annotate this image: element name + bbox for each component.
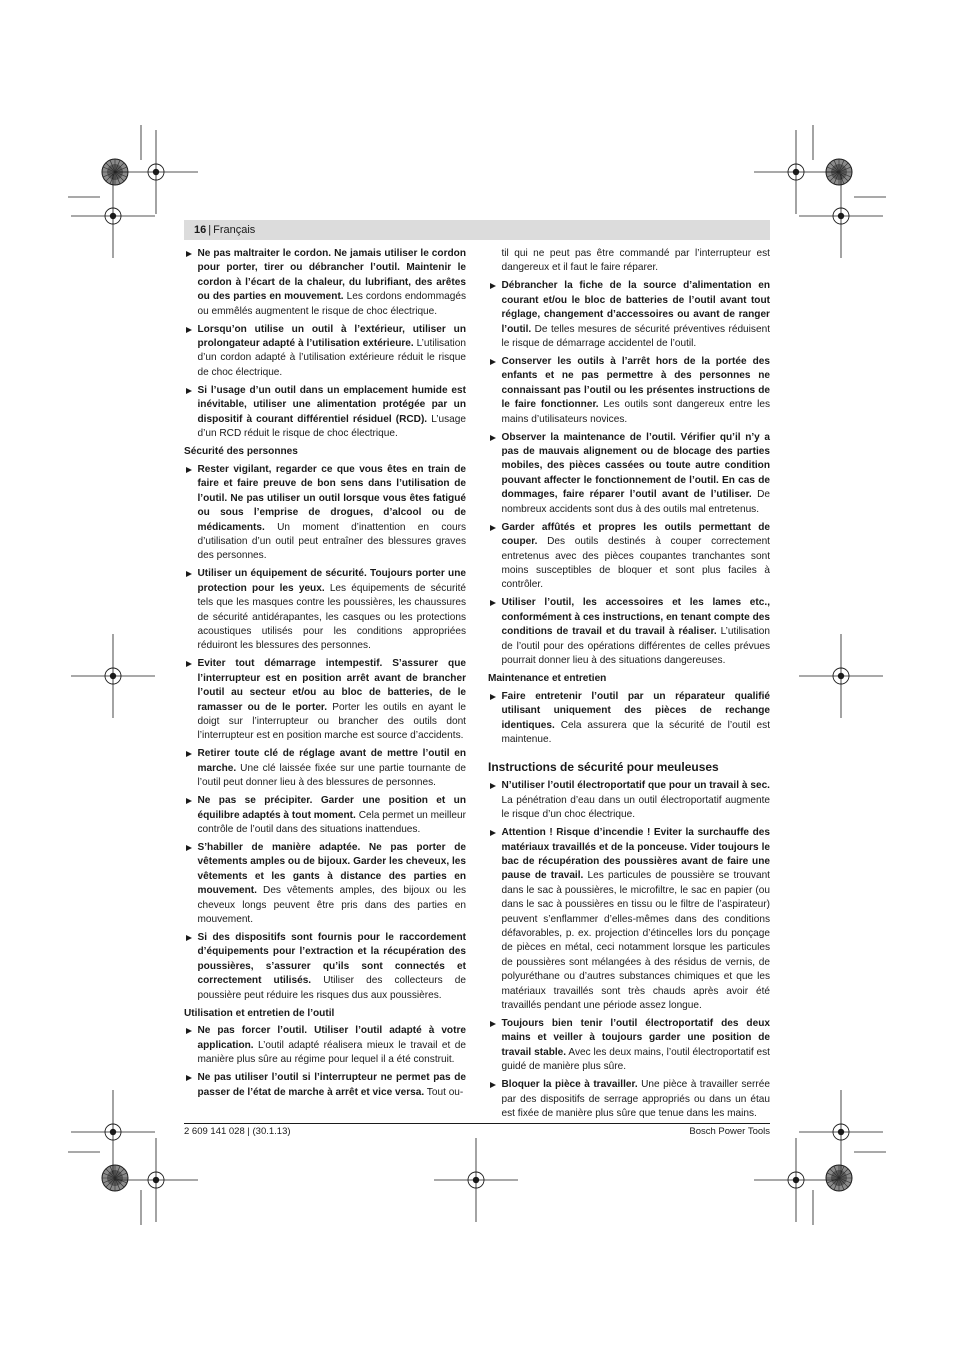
list-item: Garder affûtés et propres les outils permettant de couper. Des outils destinés à couper correctement entretenus avec des pièces coupantes tranchantes sont moins susceptibles de bloquer et sont plus faciles à contrôler. — [488, 521, 770, 593]
list-item: Débrancher la fiche de la source d’alimentation en courant et/ou le bloc de batteries de l’outil avant tout réglage, changement d’accessoires ou avant de ranger l’outil. De telles mesures de sécurité préventives réduisent le risque de démarrage accidentel de l’outil. — [488, 279, 770, 351]
list-item: Utiliser un équipement de sécurité. Toujours porter une protection pour les yeux. Les équipements de sécurité tels que les masques contre les poussières, les chaussures de sécurité antidérapantes, les casques ou les protections acoustiques utilisés pour les conditions appropriées réduiront les blessures des personnes. — [184, 567, 466, 653]
list-item: Rester vigilant, regarder ce que vous êtes en train de faire et faire preuve de bon sens dans l’utilisation de l’outil. Ne pas utiliser un outil lorsque vous êtes fatigué ou sous l’emprise de drogues, d’alcool ou de médicaments. Un moment d’inattention en cours d’utilisation d’un outil peut entraîner des blessures graves des personnes. — [184, 463, 466, 564]
list-item: Si des dispositifs sont fournis pour le raccordement d’équipements pour l’extraction et la récupération des poussières, s’assurer qu’ils sont connectés et correctement utilisés. Utiliser des collecteurs de poussière peut réduire les risques dus aux poussières. — [184, 931, 466, 1003]
footer-rule — [184, 1123, 770, 1124]
list-item: Utiliser l’outil, les accessoires et les lames etc., conformément à ces instructions, en tenant compte des conditions de travail et du travail à réaliser. L’utilisation de l’outil pour des opérations différentes de celles prévues pourrait donner lieu à des situations dangereuses. — [488, 596, 770, 668]
list-item: Ne pas utiliser l’outil si l’interrupteur ne permet pas de passer de l’état de marche à arrêt et vice versa. Tout ou- — [184, 1071, 466, 1100]
bullet-triangle-icon — [490, 1021, 496, 1027]
list-item: Eviter tout démarrage intempestif. S’assurer que l’interrupteur est en position arrêt avant de brancher l’outil au secteur et/ou au bloc de batteries, de le ramasser ou de le porter. Porter les outils en ayant le doigt sur l’interrupteur ou brancher des outils dont l’interrupteur est en position marche est source d’accidents. — [184, 657, 466, 743]
bullet-triangle-icon — [490, 783, 496, 789]
page-number: 16 — [194, 224, 207, 236]
bullet-triangle-icon — [186, 935, 192, 941]
bullet-triangle-icon — [186, 798, 192, 804]
bullet-triangle-icon — [490, 435, 496, 441]
left-column — [184, 247, 466, 1104]
bullet-triangle-icon — [186, 661, 192, 667]
list-item: Ne pas maltraiter le cordon. Ne jamais utiliser le cordon pour porter, tirer ou débrancher l’outil. Maintenir le cordon à l’écart de la chaleur, du lubrifiant, des arêtes ou des parties en mouvement. Les cordons endommagés ou emmêlés augmentent le risque de choc électrique. — [184, 247, 466, 319]
footer-doc-number: 2 609 141 028 | (30.1.13) — [184, 1126, 291, 1137]
list-item: S’habiller de manière adaptée. Ne pas porter de vêtements amples ou de bijoux. Garder les cheveux, les vêtements et les gants à distance des parties en mouvement. Des vêtements amples, des bijoux ou les cheveux longs peuvent être pris dans des parties en mouvement. — [184, 841, 466, 927]
list-item: Attention ! Risque d’incendie ! Eviter la surchauffe des matériaux travaillés et de la ponceuse. Vider toujours le bac de récupération des poussières avant de faire une pause de travail. Les particules de poussière se trouvant dans le sac à poussières, le microfiltre, le sac en papier (ou dans le sac à poussières en tissu ou le filtre de l’aspirateur) peuvent s’enflammer d’elles-mêmes dans des conditions défavorables, p. ex. projection d’étincelles lors du ponçage de pièces en métal, ceci notamment lorsque les particules de poussières sont mélangées à des résidus de vernis, de polyuréthane ou d’autres substances chimiques et que les matériaux travaillés sont très chauds après avoir été travaillés pendant une période assez longue. — [488, 826, 770, 1013]
bullet-triangle-icon — [186, 845, 192, 851]
list-item: Faire entretenir l’outil par un réparateur qualifié utilisant uniquement des pièces de rechange identiques. Cela assurera que la sécurité de l’outil est maintenue. — [488, 690, 770, 748]
bullet-triangle-icon — [490, 359, 496, 365]
bullet-triangle-icon — [186, 1075, 192, 1081]
bullet-triangle-icon — [490, 525, 496, 531]
header-language: Français — [213, 224, 256, 236]
bullet-triangle-icon — [490, 694, 496, 700]
list-item: N’utiliser l’outil électroportatif que pour un travail à sec. La pénétration d’eau dans un outil électroportatif augmente le risque d’un choc électrique. — [488, 779, 770, 822]
page-header — [184, 220, 770, 240]
footer-brand: Bosch Power Tools — [689, 1126, 770, 1137]
list-item: Observer la maintenance de l’outil. Vérifier qu’il n’y a pas de mauvais alignement ou de blocage des parties mobiles, des pièces cassées ou toute autre condition pouvant affecter le fonctionnement de l’outil. En cas de dommages, faire réparer l’outil avant de l’utiliser. De nombreux accidents sont dus à des outils mal entretenus. — [488, 431, 770, 517]
bullet-triangle-icon — [490, 830, 496, 836]
bullet-triangle-icon — [186, 327, 192, 333]
bullet-triangle-icon — [186, 1028, 192, 1034]
bullet-triangle-icon — [186, 751, 192, 757]
list-item: Bloquer la pièce à travailler. Une pièce à travailler serrée par des dispositifs de serrage appropriés ou dans un étau est fixée de manière plus sûre que tenue dans les mains. — [488, 1078, 770, 1121]
section-heading-sanders: Instructions de sécurité pour meuleuses — [488, 760, 719, 775]
section-heading-maintenance: Maintenance et entretien — [488, 673, 607, 685]
bullet-triangle-icon — [490, 283, 496, 289]
section-heading-use-care: Utilisation et entretien de l’outil — [184, 1008, 335, 1020]
header-separator: | — [208, 224, 212, 236]
bullet-triangle-icon — [490, 600, 496, 606]
list-item: Conserver les outils à l’arrêt hors de la portée des enfants et ne pas permettre à des personnes ne connaissant pas l’outil ou les présentes instructions de le faire fonctionner. Les outils sont dangereux entre les mains d’utilisateurs novices. — [488, 355, 770, 427]
list-item: Ne pas forcer l’outil. Utiliser l’outil adapté à votre application. L’outil adapté réalisera mieux le travail et de manière plus sûre au régime pour lequel il a été construit. — [184, 1024, 466, 1067]
continued-text: til qui ne peut pas être commandé par l’interrupteur est dangereux et il faut le faire réparer. — [501, 248, 770, 274]
bullet-triangle-icon — [490, 1082, 496, 1088]
bullet-triangle-icon — [186, 388, 192, 394]
section-heading-personal-safety: Sécurité des personnes — [184, 446, 298, 458]
bullet-triangle-icon — [186, 571, 192, 577]
list-item: Lorsqu’on utilise un outil à l’extérieur, utiliser un prolongateur adapté à l’utilisation extérieure. L’utilisation d’un cordon adapté à l’utilisation extérieure réduit le risque de choc électrique. — [184, 323, 466, 381]
bullet-triangle-icon — [186, 467, 192, 473]
list-item: Retirer toute clé de réglage avant de mettre l’outil en marche. Une clé laissée fixée sur une partie tournante de l’outil peut donner lieu à des blessures de personnes. — [184, 747, 466, 790]
list-item: Si l’usage d’un outil dans un emplacement humide est inévitable, utiliser une alimentation protégée par un dispositif à courant différentiel résiduel (RCD). L’usage d’un RCD réduit le risque de choc électrique. — [184, 384, 466, 442]
list-item: Toujours bien tenir l’outil électroportatif des deux mains et veiller à toujours garder une position de travail stable. Avec les deux mains, l’outil électroportatif est guidé de manière plus sûre. — [488, 1017, 770, 1075]
bullet-triangle-icon — [186, 251, 192, 257]
list-item: Ne pas se précipiter. Garder une position et un équilibre adaptés à tout moment. Cela permet un meilleur contrôle de l’outil dans des situations inattendues. — [184, 794, 466, 837]
right-column — [488, 247, 770, 1125]
